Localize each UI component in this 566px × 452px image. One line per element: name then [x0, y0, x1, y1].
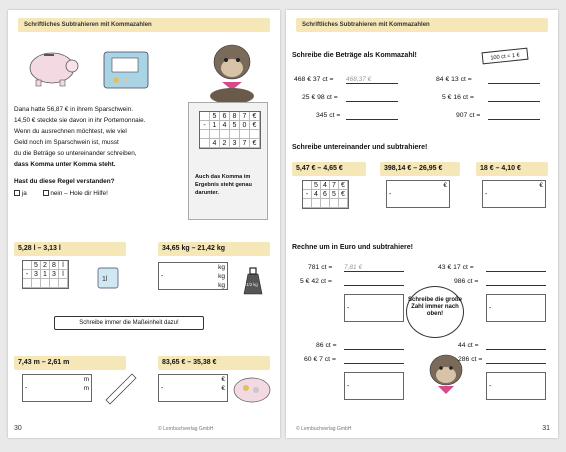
euro-task-2-answer1[interactable]: [486, 264, 546, 272]
task-grid-2[interactable]: - kg kg kg: [158, 262, 228, 290]
conversion-q-4: 84 € 13 ct =: [436, 76, 472, 83]
task-grid-1[interactable]: 5 2 8 l - 3 1 3 l: [22, 260, 69, 289]
right-page: [286, 10, 558, 438]
euro-task-1-line2: 5 € 42 ct =: [300, 278, 332, 285]
sub-task-grid-1[interactable]: 5 4 7 € - 4 6 5 €: [302, 180, 349, 209]
conversion-q-6: 907 ct =: [456, 112, 481, 119]
euro-task-1-line1: 781 ct =: [308, 264, 333, 271]
weight-label: 21/2 kg: [244, 282, 258, 287]
sub-task-grid-2[interactable]: - €: [386, 180, 450, 208]
conversion-answer-4[interactable]: [488, 76, 540, 84]
left-page: [8, 10, 280, 438]
svg-text:1l: 1l: [102, 276, 108, 283]
section-title-1: Schreibe die Beträge als Kommazahl!: [292, 52, 417, 59]
task-label-4: 83,65 € – 35,38 €: [158, 356, 270, 370]
example-note: Auch das Komma im Ergebnis steht genau darunter.: [195, 174, 252, 196]
section-title-3: Rechne um in Euro und subtrahiere!: [292, 244, 413, 251]
section-title-2: Schreibe untereinander und subtrahiere!: [292, 144, 428, 151]
task-label-1: 5,28 l – 3,13 l: [14, 242, 126, 256]
piggy-bank-icon: [22, 44, 82, 88]
euro-task-4-line2: 286 ct =: [458, 356, 483, 363]
no-checkbox[interactable]: [43, 190, 49, 196]
ruler-icon: [102, 370, 138, 406]
euro-task-2-line1: 43 € 17 ct =: [438, 264, 474, 271]
conversion-answer-6[interactable]: [488, 112, 540, 120]
page-footer: © Lernbuchverlag GmbH: [296, 426, 352, 432]
example-card: [188, 102, 268, 220]
euro-task-4-line1: 44 ct =: [458, 342, 479, 349]
euro-task-3-line1: 86 ct =: [316, 342, 337, 349]
euro-task-2-line2: 986 ct =: [454, 278, 479, 285]
euro-task-4-grid[interactable]: -: [486, 372, 546, 400]
conversion-answer-3[interactable]: [346, 112, 398, 120]
monkey-icon: [192, 36, 272, 104]
task-label-2: 34,65 kg – 21,42 kg: [158, 242, 270, 256]
conversion-answer-5[interactable]: [488, 94, 540, 102]
measuring-cup-icon: [96, 266, 120, 290]
page-number: 30: [14, 425, 22, 432]
conversion-q-1: 468 € 37 ct =: [294, 76, 334, 83]
intro-text: Dana hatte 56,87 € in ihrem Sparschwein. 14,50 € steckte sie davon in ihr Portemonnaie. Wenn du ausrechnen möchtest, wie viel Geld noch im Sparschwein ist, musst du die Beträge so untereinander schreiben, dass Komma unter Komma steht.: [14, 106, 146, 168]
euro-task-2-answer2[interactable]: [486, 278, 546, 286]
task-label-3: 7,43 m – 2,61 m: [14, 356, 126, 370]
conversion-q-3: 345 ct =: [316, 112, 341, 119]
wallet-icon: [102, 48, 150, 92]
euro-task-4-answer1[interactable]: [486, 342, 546, 350]
yes-checkbox[interactable]: [14, 190, 20, 196]
sub-task-label-3: 18 € – 4,10 €: [476, 162, 548, 176]
euro-task-3-answer1[interactable]: [344, 342, 404, 350]
weight-icon: [240, 266, 266, 296]
piggy-bank-coins-icon: [230, 370, 274, 406]
euro-task-1-answer2[interactable]: [344, 278, 404, 286]
example-grid: 5 6 8 7 € - 1 4 5 0 € 4 2 3 7 €: [199, 111, 261, 149]
page-header: Schriftliches Subtrahieren mit Kommazahlen: [18, 18, 270, 32]
sub-task-label-2: 398,14 € – 26,95 €: [380, 162, 460, 176]
conversion-answer-2[interactable]: [346, 94, 398, 102]
task-grid-3[interactable]: - m m: [22, 374, 92, 402]
euro-task-3-line2: 60 € 7 ct =: [304, 356, 336, 363]
page-number: 31: [542, 425, 550, 432]
page-footer: © Lernbuchverlag GmbH: [158, 426, 214, 432]
euro-task-1-grid[interactable]: -: [344, 294, 404, 322]
euro-task-4-answer2[interactable]: [486, 356, 546, 364]
conversion-q-2: 25 € 98 ct =: [302, 94, 338, 101]
monkey-icon: [416, 346, 476, 402]
sub-task-label-1: 5,47 € – 4,65 €: [292, 162, 366, 176]
euro-task-2-grid[interactable]: -: [486, 294, 546, 322]
conversion-note: 100 ct = 1 €: [481, 48, 528, 65]
euro-task-3-answer2[interactable]: [344, 356, 404, 364]
euro-task-3-grid[interactable]: -: [344, 372, 404, 400]
conversion-q-5: 5 € 16 ct =: [442, 94, 474, 101]
euro-task-1-answer1[interactable]: 7,81 €: [344, 264, 404, 272]
page-header: Schriftliches Subtrahieren mit Kommazahlen: [296, 18, 548, 32]
sub-task-grid-3[interactable]: - €: [482, 180, 546, 208]
conversion-answer-1[interactable]: 468,37 €: [346, 76, 398, 84]
speech-bubble: Schreibe die große Zahl immer nach oben!: [406, 286, 464, 338]
answer-row: ja nein – Hole dir Hilfe!: [14, 190, 108, 197]
question-text: Hast du diese Regel verstanden?: [14, 178, 115, 185]
hint-box: Schreibe immer die Maßeinheit dazu!: [54, 316, 204, 330]
task-grid-4[interactable]: - € €: [158, 374, 228, 402]
